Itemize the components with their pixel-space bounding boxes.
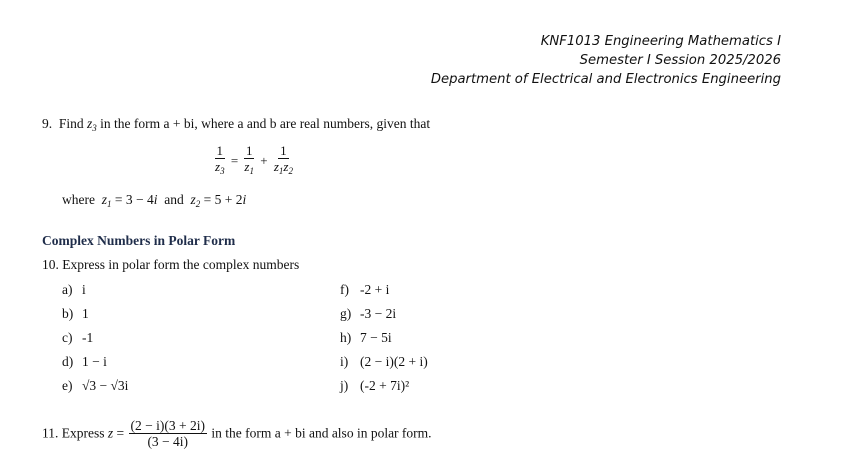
item-label: d): [62, 354, 74, 369]
q10-item-c: [62, 330, 93, 346]
item-label: c): [62, 330, 73, 345]
q10-item-h: [340, 330, 392, 346]
q10-item-a: [62, 282, 86, 298]
question-9-where: where $z_1 = 3 - 4i$ and $z_2 = 5 + 2i$: [62, 192, 247, 209]
q11-suffix: in the form a + bi and also in polar form.: [211, 425, 432, 441]
course-title: KNF1013 Engineering Mathematics I: [540, 34, 781, 49]
q11-denominator: (3 − 4i): [147, 434, 189, 449]
item-expression: -1: [82, 330, 94, 345]
item-label: e): [62, 378, 73, 393]
item-expression: (2 − i)(2 + i): [360, 354, 428, 369]
item-expression: i: [82, 282, 86, 297]
q10-item-b: [62, 306, 89, 322]
item-label: g): [340, 306, 352, 321]
question-9: 9. Find $z_3$ in the form a + bi, where a and b are real numbers, given that: [42, 116, 431, 133]
item-expression: -2 + i: [360, 282, 390, 297]
q10-item-i: [340, 354, 428, 370]
q10-item-f: [340, 282, 389, 298]
question-9-number: 9.: [42, 116, 53, 131]
item-label: h): [340, 330, 352, 345]
item-expression: 1 − i: [82, 354, 107, 369]
q11-numerator: (2 − i)(3 + 2i): [130, 418, 205, 433]
item-expression: 7 − 5i: [360, 330, 392, 345]
department-line: Department of Electrical and Electronics Engineering: [430, 72, 781, 87]
q11-fraction: [129, 418, 207, 449]
q10-item-g: [340, 306, 396, 322]
q11-prefix: 11. Express: [42, 425, 105, 441]
question-11: 11. Express z = $\frac{(2 - i)(3 + 2i)}{(3 - 4i)}$ in the form a + bi and also in polar form.: [42, 418, 432, 449]
item-label: a): [62, 282, 73, 297]
item-expression: -3 − 2i: [360, 306, 397, 321]
question-10-text: 10. Express in polar form the complex numbers: [42, 257, 300, 272]
item-expression: √3 − √3i: [82, 378, 129, 393]
item-label: j): [340, 378, 349, 393]
section-title: Complex Numbers in Polar Form: [42, 233, 236, 248]
item-label: b): [62, 306, 74, 321]
item-expression: (-2 + 7i)²: [360, 378, 410, 393]
q10-item-d: [62, 354, 107, 370]
question-9-equation: $\frac{1}{z_3}$ = $\frac{1}{z_1}$ + $\frac{1}{z_1z_2}$: [215, 143, 293, 176]
item-expression: 1: [82, 306, 89, 321]
item-label: f): [340, 282, 349, 297]
q10-item-j: [340, 378, 409, 394]
item-label: i): [340, 354, 349, 369]
q10-item-e: [62, 378, 128, 394]
semester-line: Semester I Session 2025/2026: [579, 53, 781, 68]
